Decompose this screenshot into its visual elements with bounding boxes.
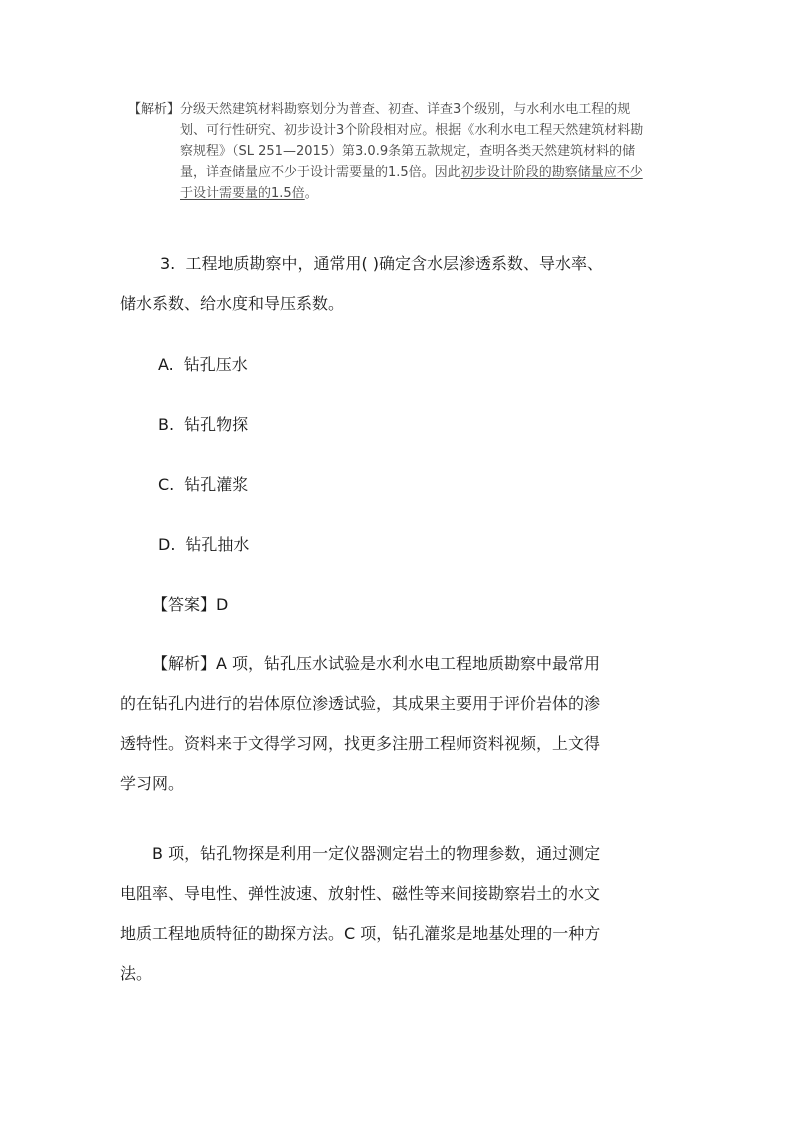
excerpt-label: 【解析】 bbox=[128, 102, 181, 117]
explanation-1-line-1: 【解析】A 项，钻孔压水试验是水利水电工程地质勘察中最常用 bbox=[152, 654, 601, 673]
explanation-1-line-3: 透特性。资料来于文得学习网，找更多注册工程师资料视频，上文得 bbox=[120, 734, 601, 753]
option-a bbox=[158, 352, 248, 375]
answer-label: 【答案】 bbox=[152, 595, 217, 614]
option-d bbox=[158, 532, 249, 555]
option-text: 钻孔灌浆 bbox=[184, 475, 249, 494]
option-letter: D. bbox=[158, 535, 176, 554]
explanation-paragraph-1 bbox=[120, 653, 680, 813]
option-letter: A. bbox=[158, 355, 174, 374]
option-text: 钻孔物探 bbox=[184, 415, 249, 434]
question-line-1 bbox=[160, 251, 603, 281]
excerpt-text-5: 。 bbox=[304, 186, 318, 201]
option-b bbox=[158, 412, 248, 435]
option-c bbox=[158, 472, 248, 495]
excerpt-underlined-4: 初步设计阶段的勘察储量应不少 bbox=[460, 165, 643, 180]
answer-value: D bbox=[216, 595, 229, 614]
question-line-2: 储水系数、给水度和导压系数。 bbox=[120, 294, 345, 313]
excerpt-line-4 bbox=[128, 162, 668, 183]
option-letter: C. bbox=[158, 475, 175, 494]
explanation-2-line-2: 电阻率、导电性、弹性波速、放射性、磁性等来间接勘察岩土的水文 bbox=[120, 884, 601, 903]
excerpt-block bbox=[128, 99, 668, 204]
excerpt-line-5 bbox=[128, 183, 668, 204]
excerpt-underlined-5: 于设计需要量的1.5倍 bbox=[180, 186, 305, 201]
option-text: 钻孔抽水 bbox=[185, 535, 250, 554]
explanation-1-line-2: 的在钻孔内进行的岩体原位渗透试验，其成果主要用于评价岩体的渗 bbox=[120, 694, 601, 713]
explanation-1-line-4: 学习网。 bbox=[120, 774, 185, 793]
answer bbox=[152, 592, 228, 615]
excerpt-line-1 bbox=[128, 99, 668, 120]
option-letter: B. bbox=[158, 415, 175, 434]
explanation-2-line-3: 地质工程地质特征的勘探方法。C 项，钻孔灌浆是地基处理的一种方 bbox=[120, 924, 601, 943]
question-text-1: 工程地质勘察中，通常用( )确定含水层渗透系数、导水率、 bbox=[185, 254, 604, 273]
option-text: 钻孔压水 bbox=[183, 355, 248, 374]
excerpt-text-1: 分级天然建筑材料勘察划分为普查、初查、详查3个级别，与水利水电工程的规 bbox=[180, 102, 631, 117]
explanation-paragraph-2 bbox=[120, 843, 680, 1003]
question-number: 3. bbox=[160, 254, 176, 273]
explanation-2-line-1: B 项，钻孔物探是利用一定仪器测定岩土的物理参数，通过测定 bbox=[152, 844, 601, 863]
excerpt-line-2: 划、可行性研究、初步设计3个阶段相对应。根据《水利水电工程天然建筑材料勘 bbox=[180, 123, 644, 138]
explanation-2-line-4: 法。 bbox=[120, 964, 153, 983]
excerpt-text-4: 量，详查储量应不少于设计需要量的1.5倍。因此 bbox=[180, 165, 461, 180]
excerpt-line-3: 察规程》（SL 251—2015）第3.0.9条第五款规定，查明各类天然建筑材料的储 bbox=[180, 144, 636, 159]
